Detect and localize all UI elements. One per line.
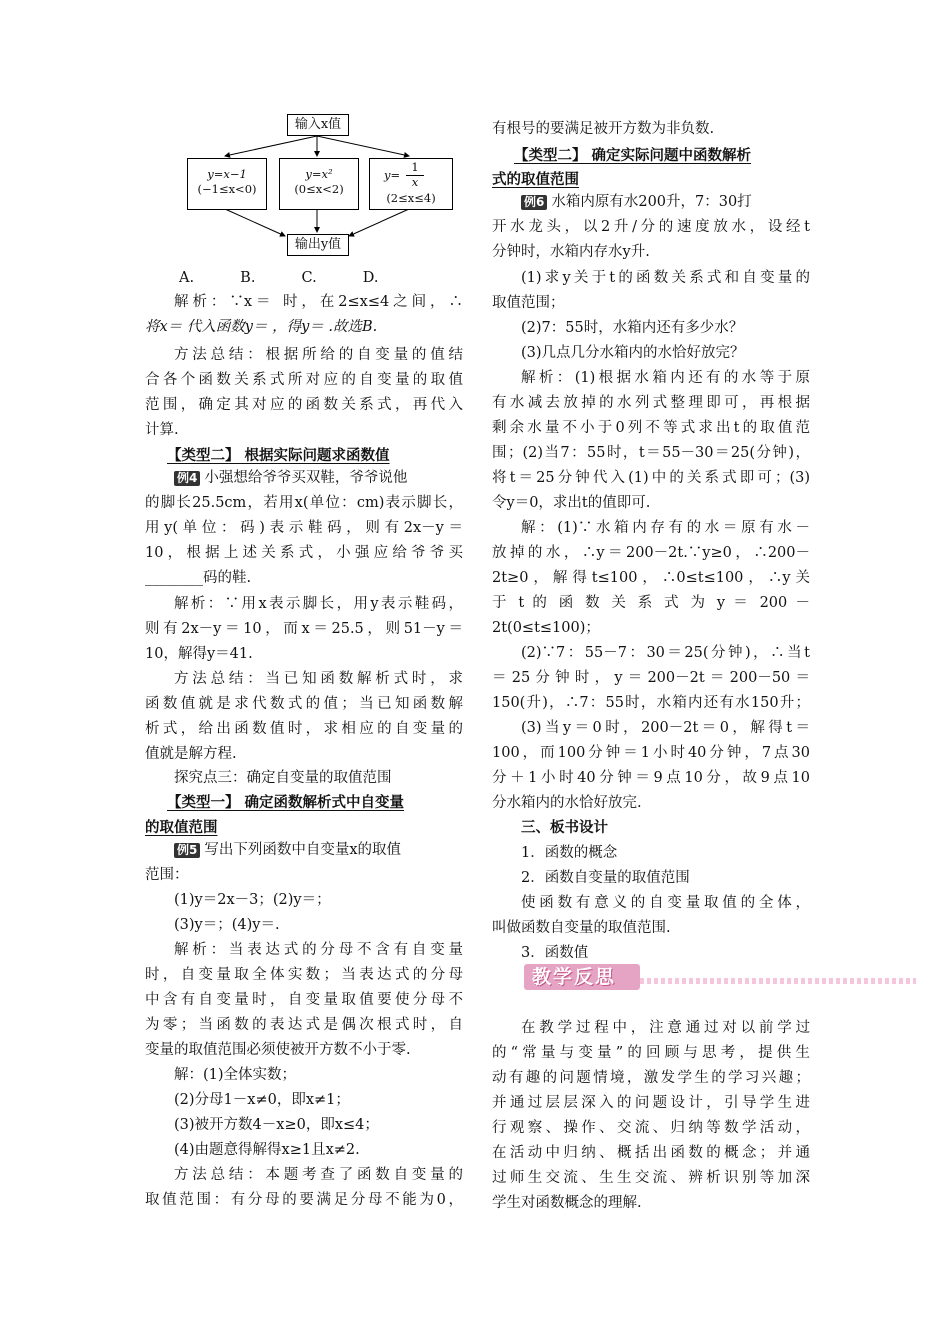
text-line: 合各个函数关系式所对应的自变量的取值 [145, 372, 463, 388]
flowchart-input-label: 输入x值 [294, 117, 342, 132]
explore-point-heading: 探究点三：确定自变量的取值范围 [174, 770, 392, 786]
flowchart-case-3 [369, 158, 453, 210]
text-line: (3)当y＝0时，200－2t＝0，解得t＝ [521, 720, 810, 736]
text-line: 在活动中归纳、概括出函数的概念；并通 [492, 1145, 810, 1161]
text-line: 2t(0≤t≤100)； [492, 620, 600, 636]
text-line: 方法总结：本题考查了函数自变量的 [174, 1167, 463, 1183]
text-line: 解析：当表达式的分母不含有自变量 [174, 942, 463, 958]
section-heading: 【类型一】 确定函数解析式中自变量 [167, 794, 405, 811]
text-line: 取值范围； [492, 295, 565, 311]
text-line: 叫做函数自变量的取值范围. [492, 920, 671, 936]
text-line: 令y＝0，求出t的值即可. [492, 495, 651, 511]
text-line: 有水减去放掉的水列式整理即可，再根据 [492, 395, 810, 411]
text-line: 在教学过程中，注意通过对以前学过 [521, 1020, 810, 1036]
text-line: 10，解得y＝41. [145, 646, 253, 662]
text-line: (4)由题意得解得x≥1且x≠2. [174, 1142, 360, 1158]
case-3-numerator: 1 [411, 160, 419, 174]
text-line: 范围： [145, 867, 189, 883]
text-line: 方法总结：当已知函数解析式时，求 [174, 671, 463, 687]
text-line: 析式，给出函数值时，求相应的自变量的 [145, 721, 463, 737]
text-line: ________码的鞋. [145, 570, 252, 586]
text-line: 过师生交流、生生交流、辨析识别等加深 [492, 1170, 810, 1186]
text-line: 100，而100分钟＝1小时40分钟，7点30 [492, 745, 810, 761]
text-line: 学生对函数概念的理解. [492, 1195, 642, 1211]
list-item: 2．函数自变量的取值范围 [521, 870, 690, 886]
section-title: 三、板书设计 [521, 819, 608, 836]
case-1-range: (−1≤x<0) [197, 182, 257, 196]
text-line: 于 t 的 函 数 关 系 式 为 y ＝ 200 － [492, 595, 810, 611]
text-line: 使函数有意义的自变量取值的全体， [521, 895, 810, 911]
text-line: 函数值就是求代数式的值；当已知函数解 [145, 696, 463, 712]
text-line: 将x＝ 代入函数y＝ ，得y＝ .故选B. [145, 319, 378, 335]
section-heading-cont: 式的取值范围 [492, 171, 579, 188]
list-item: 3．函数值 [521, 945, 589, 961]
text-line: (1)y＝2x－3；(2)y＝； [174, 892, 331, 908]
text-line: (1)求y关于t的函数关系式和自变量的 [521, 270, 810, 286]
case-3-equation-left: y= [384, 168, 401, 182]
flowchart-case-2 [279, 158, 359, 210]
text-line: 分钟时，水箱内存水y升. [492, 244, 650, 260]
text-line: 用y(单位：码)表示鞋码，则有2x－y＝ [145, 520, 463, 536]
section-heading-cont: 的取值范围 [145, 819, 218, 836]
text-line: 值就是解方程. [145, 746, 237, 762]
example-label: 例4 [174, 471, 200, 486]
text-line: 解：(1)∵水箱内存有的水＝原有水－ [521, 520, 810, 536]
flowchart-output-box [287, 234, 349, 256]
text-line: 范围，确定其对应的函数关系式，再代入 [145, 397, 463, 413]
case-3-denominator: x [411, 175, 419, 189]
text-line: 分＋1小时40分钟＝9点10分，故9点10 [492, 770, 810, 786]
banner-title: 教学反思 [532, 966, 617, 988]
text-line: 开水龙头，以2升/分的速度放水，设经t [492, 219, 810, 235]
example-label: 例5 [174, 843, 200, 858]
text-line: 则有2x－y＝10，而x＝25.5，则51－y＝ [145, 621, 463, 637]
text-line: 将t＝25分钟代入(1)中的关系式即可；(3) [492, 470, 810, 486]
text-line: 的“常量与变量”的回顾与思考，提供生 [492, 1045, 810, 1061]
text-line: 为零；当函数的表达式是偶次根式时，自 [145, 1017, 463, 1033]
text-line: (2)分母1－x≠0，即x≠1； [174, 1092, 350, 1108]
text-line: (3)几点几分水箱内的水恰好放完？ [521, 345, 745, 361]
example-line: 例4 小强想给爷爷买双鞋，爷爷说他 [145, 468, 463, 488]
text-line: 变量的取值范围必须使被开方数不小于零. [145, 1042, 411, 1058]
case-2-range: (0≤x<2) [294, 182, 344, 196]
text-line: (2)∵7：55－7：30＝25(分钟)，∴当t [521, 645, 810, 661]
example-line: 例5 写出下列函数中自变量x的取值 [145, 840, 463, 860]
teaching-reflection-banner [524, 962, 916, 992]
text-line: 的脚长25.5cm，若用x(单位：cm)表示脚长， [145, 495, 463, 511]
flowchart-input-box [287, 114, 349, 136]
text-line: 有根号的要满足被开方数为非负数. [492, 121, 715, 137]
example-line: 例6 水箱内原有水200升，7：30打 [492, 192, 810, 212]
flowchart-output-label: 输出y值 [294, 237, 342, 252]
text-line: 150(升)，∴7：55时，水箱内还有水150升； [492, 695, 810, 711]
text-line: 围；(2)当7：55时，t＝55－30＝25(分钟)， [492, 445, 810, 461]
text-line: 放掉的水，∴y＝200－2t.∵y≥0，∴200－ [492, 545, 810, 561]
text-line: 解：(1)全体实数； [174, 1067, 297, 1083]
text-line: 剩余水量不小于0列不等式求出t的取值范 [492, 420, 810, 436]
example-label: 例6 [521, 195, 547, 210]
text-line: 并通过层层深入的问题设计，引导学生进 [492, 1095, 810, 1111]
text-line: 计算. [145, 422, 179, 438]
text-line: 解析：∵用x表示脚长，用y表示鞋码， [174, 596, 463, 612]
text-line: (3)被开方数4－x≥0，即x≤4； [174, 1117, 379, 1133]
section-heading: 【类型二】 确定实际问题中函数解析 [514, 147, 752, 164]
banner-dotted-bar [640, 978, 916, 984]
case-1-equation: y=x−1 [207, 167, 247, 181]
text-line: ＝25分钟时，y＝200－2t＝200－50＝ [492, 670, 810, 686]
answer-options: A. B. C. D. [179, 270, 379, 286]
case-3-range: (2≤x≤4) [386, 191, 436, 205]
text-line: 10，根据上述关系式，小强应给爷爷买 [145, 545, 463, 561]
text-line: (2)7：55时，水箱内还有多少水？ [521, 320, 744, 336]
text-line: 分水箱内的水恰好放完. [492, 795, 642, 811]
text-line: 解析：(1)根据水箱内还有的水等于原 [521, 370, 810, 386]
list-item: 1．函数的概念 [521, 845, 618, 861]
text-line: (3)y＝；(4)y＝. [174, 917, 280, 933]
case-2-equation: y=x² [305, 167, 333, 181]
text-line: 动有趣的问题情境，激发学生的学习兴趣； [492, 1070, 810, 1086]
text-line: 解析：∵x＝ 时，在2≤x≤4之间，∴ [174, 294, 463, 310]
text-line: 中含有自变量时，自变量取值要使分母不 [145, 992, 463, 1008]
text-line: 行观察、操作、交流、归纳等数学活动， [492, 1120, 810, 1136]
flowchart-case-1 [187, 158, 267, 210]
text-line: 方法总结：根据所给的自变量的值结 [174, 347, 463, 363]
section-heading: 【类型二】 根据实际问题求函数值 [167, 447, 390, 464]
text-line: 2t≥0，解得t≤100，∴0≤t≤100，∴y关 [492, 570, 810, 586]
text-line: 取值范围：有分母的要满足分母不能为0， [145, 1192, 463, 1208]
text-line: 时，自变量取全体实数；当表达式的分母 [145, 967, 463, 983]
flowchart [185, 112, 457, 262]
